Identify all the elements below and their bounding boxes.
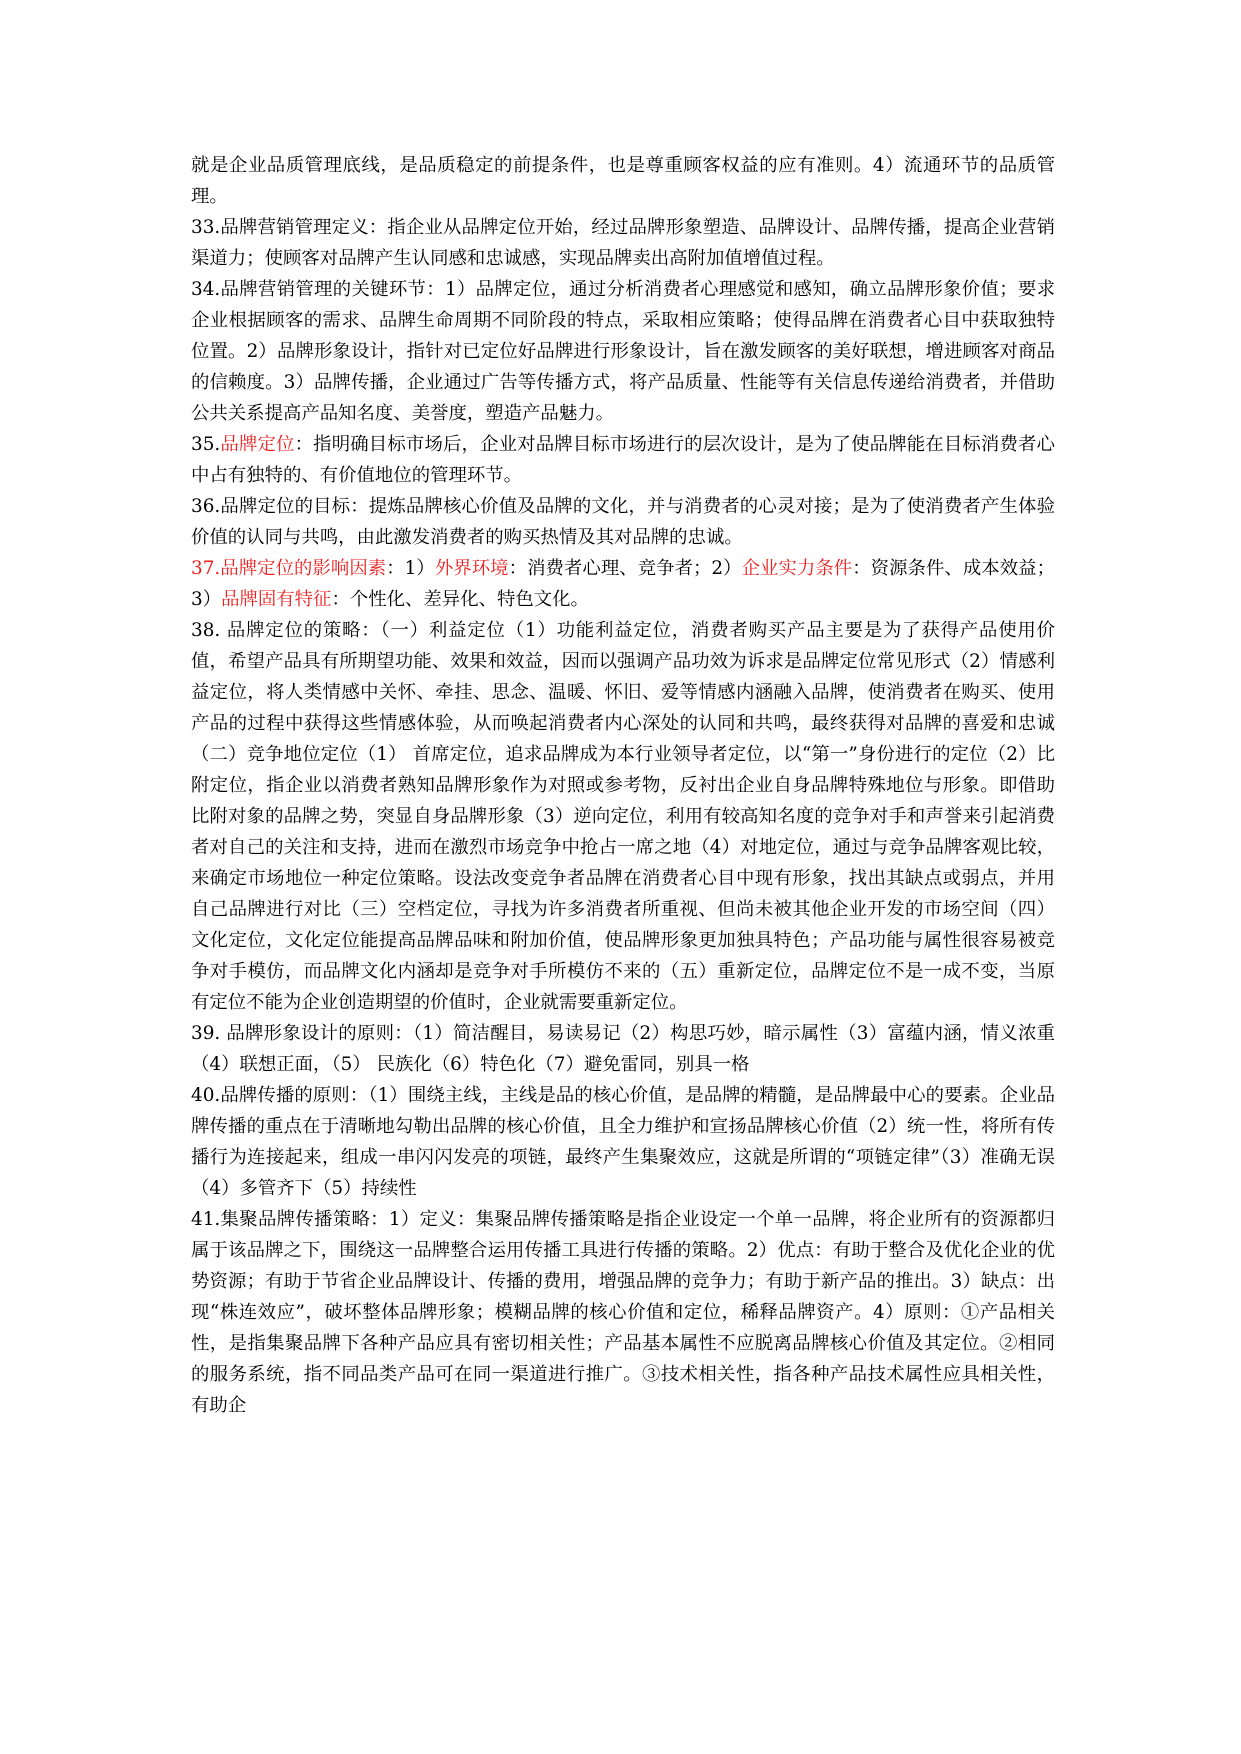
paragraph-37	[191, 553, 1055, 615]
paragraph-38: 38. 品牌定位的策略：（一）利益定位（1）功能利益定位，消费者购买产品主要是为了获得产品使用价值，希望产品具有所期望功能、效果和效益，因而以强调产品功效为诉求是品牌定位常见形式（2）情感利益定位，将人类情感中关怀、牵挂、思念、温暖、怀旧、爱等情感内涵融入品牌，使消费者在购买、使用产品的过程中获得这些情感体验，从而唤起消费者内心深处的认同和共鸣，最终获得对品牌的喜爱和忠诚（二）竞争地位定位（1） 首席定位，追求品牌成为本行业领导者定位，以“第一”身份进行的定位（2）比附定位，指企业以消费者熟知品牌形象作为对照或参考物，反衬出企业自身品牌特殊地位与形象。即借助比附对象的品牌之势，突显自身品牌形象（3）逆向定位，利用有较高知名度的竞争对手和声誉来引起消费者对自己的关注和支持，进而在激烈市场竞争中抢占一席之地（4）对地定位，通过与竞争品牌客观比较，来确定市场地位一种定位策略。设法改变竞争者品牌在消费者心目中现有形象，找出其缺点或弱点，并用自己品牌进行对比（三）空档定位，寻找为许多消费者所重视、但尚未被其他企业开发的市场空间（四）文化定位，文化定位能提高品牌品味和附加价值，使品牌形象更加独具特色；产品功能与属性很容易被竞争对手模仿，而品牌文化内涵却是竞争对手所模仿不来的（五）重新定位，品牌定位不是一成不变，当原有定位不能为企业创造期望的价值时，企业就需要重新定位。	[191, 620, 1055, 1013]
paragraph-37-part-1: ：1）	[386, 558, 435, 579]
paragraph-35-text: ：指明确目标市场后，企业对品牌目标市场进行的层次设计，是为了使品牌能在目标消费者心中占有独特的、有价值地位的管理环节。	[191, 434, 1055, 486]
highlight-brand-inherent-features: 品牌固有特征	[221, 589, 332, 610]
paragraph-33: 33.品牌营销管理定义：指企业从品牌定位开始，经过品牌形象塑造、品牌设计、品牌传播，提高企业营销渠道力；使顾客对品牌产生认同感和忠诚感，实现品牌卖出高附加值增值过程。	[191, 217, 1055, 269]
paragraph-quality-end: 就是企业品质管理底线，是品质稳定的前提条件，也是尊重顾客权益的应有准则。4）流通环节的品质管理。	[191, 155, 1055, 207]
paragraph-37-part-2: ：消费者心理、竞争者；2）	[508, 558, 742, 579]
paragraph-39: 39. 品牌形象设计的原则：（1）简洁醒目，易读易记（2）构思巧妙，暗示属性（3）富蕴内涵，情义浓重（4）联想正面，（5） 民族化（6）特色化（7）避免雷同，别具一格	[191, 1023, 1055, 1075]
paragraph-37-part-4: ：个性化、差异化、特色文化。	[331, 589, 589, 610]
paragraph-40: 40.品牌传播的原则：（1）围绕主线，主线是品的核心价值，是品牌的精髓，是品牌最中心的要素。企业品牌传播的重点在于清晰地勾勒出品牌的核心价值，且全力维护和宣扬品牌核心价值（2）统一性，将所有传播行为连接起来，组成一串闪闪发亮的项链，最终产生集聚效应，这就是所谓的“项链定律”（3）准确无误（4）多管齐下（5）持续性	[191, 1085, 1055, 1199]
paragraph-37-part-3: ：资源条件、成本效益；3）	[191, 558, 1055, 610]
highlight-enterprise-strength: 企业实力条件	[741, 558, 853, 579]
paragraph-35	[191, 429, 1055, 491]
highlight-external-environment: 外界环境	[434, 558, 509, 579]
document-page	[191, 150, 1055, 1421]
highlight-influence-factors: 37.品牌定位的影响因素	[191, 558, 387, 579]
paragraph-35-number: 35.	[191, 434, 221, 455]
paragraph-41: 41.集聚品牌传播策略：1）定义：集聚品牌传播策略是指企业设定一个单一品牌，将企业所有的资源都归属于该品牌之下，围绕这一品牌整合运用传播工具进行传播的策略。2）优点：有助于整合及优化企业的优势资源；有助于节省企业品牌设计、传播的费用，增强品牌的竞争力；有助于新产品的推出。3）缺点：出现“株连效应”，破坏整体品牌形象；模糊品牌的核心价值和定位，稀释品牌资产。4）原则：①产品相关性，是指集聚品牌下各种产品应具有密切相关性；产品基本属性不应脱离品牌核心价值及其定位。②相同的服务系统，指不同品类产品可在同一渠道进行推广。③技术相关性，指各种产品技术属性应具相关性，有助企	[191, 1209, 1055, 1416]
paragraph-36: 36.品牌定位的目标：提炼品牌核心价值及品牌的文化，并与消费者的心灵对接；是为了使消费者产生体验价值的认同与共鸣，由此激发消费者的购买热情及其对品牌的忠诚。	[191, 496, 1055, 548]
paragraph-34: 34.品牌营销管理的关键环节：1）品牌定位，通过分析消费者心理感觉和感知，确立品牌形象价值；要求企业根据顾客的需求、品牌生命周期不同阶段的特点，采取相应策略；使得品牌在消费者心目中获取独特位置。2）品牌形象设计，指针对已定位好品牌进行形象设计，旨在激发顾客的美好联想，增进顾客对商品的信赖度。3）品牌传播，企业通过广告等传播方式，将产品质量、性能等有关信息传递给消费者，并借助公共关系提高产品知名度、美誉度，塑造产品魅力。	[191, 279, 1055, 424]
highlight-brand-positioning: 品牌定位	[220, 434, 295, 455]
